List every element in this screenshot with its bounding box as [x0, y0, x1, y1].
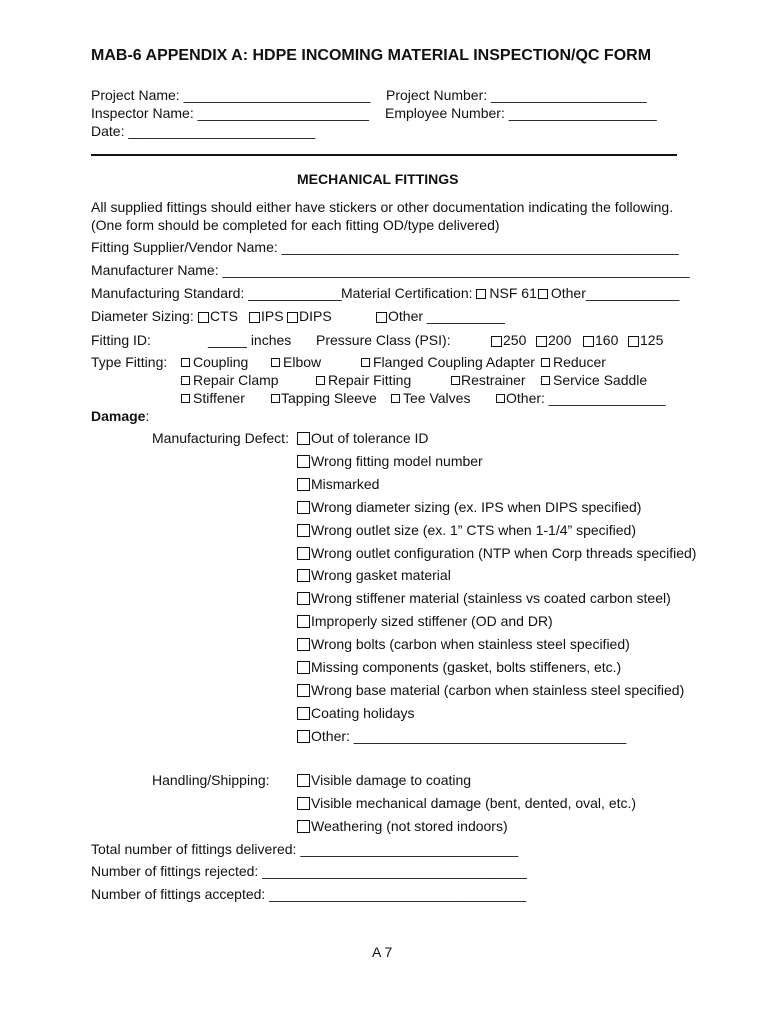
pressure-class-label: Pressure Class (PSI):: [316, 332, 451, 348]
cts-checkbox[interactable]: [198, 312, 209, 323]
mfg-defect-item[interactable]: [297, 704, 415, 722]
header-divider: [91, 154, 677, 156]
form-title: MAB-6 APPENDIX A: HDPE INCOMING MATERIAL INSPECTION/QC FORM: [91, 47, 652, 64]
mfg-defect-label: Wrong base material (carbon when stainless steel specified): [311, 681, 685, 698]
manufacturer-field[interactable]: Manufacturer Name: ____________________________________________________________: [91, 262, 690, 278]
type-flanged-option[interactable]: [361, 353, 535, 371]
mfg-defect-item[interactable]: [297, 544, 696, 562]
pressure-250-checkbox[interactable]: [491, 336, 502, 347]
intro-text-line2: (One form should be completed for each fitting OD/type delivered): [91, 217, 500, 233]
reducer-label: Reducer: [553, 354, 606, 370]
mfg-defect-checkbox[interactable]: [297, 615, 310, 628]
accepted-field[interactable]: Number of fittings accepted: _________________________________: [91, 886, 527, 902]
type-other-label[interactable]: Other: _______________: [506, 390, 666, 406]
tee-valves-label: Tee Valves: [403, 390, 471, 406]
repair-fitting-checkbox[interactable]: [316, 376, 325, 385]
mfg-defect-checkbox[interactable]: [297, 569, 310, 582]
damage-colon: :: [145, 408, 150, 424]
mfg-defect-checkbox[interactable]: [297, 501, 310, 514]
repair-fitting-label: Repair Fitting: [328, 372, 412, 388]
diameter-cts-option[interactable]: [198, 307, 238, 325]
pressure-250-label: 250: [503, 332, 527, 348]
ips-checkbox[interactable]: [249, 312, 260, 323]
cert-other-label[interactable]: Other____________: [550, 285, 680, 301]
flanged-checkbox[interactable]: [361, 358, 370, 367]
service-saddle-label: Service Saddle: [553, 372, 648, 388]
mfg-defect-item[interactable]: [297, 635, 630, 653]
mfg-defect-checkbox[interactable]: [297, 478, 310, 491]
mfg-defect-item[interactable]: [297, 498, 641, 516]
rejected-field[interactable]: Number of fittings rejected: __________________________________: [91, 863, 527, 879]
type-reducer-option[interactable]: [541, 353, 606, 371]
mfg-defect-checkbox[interactable]: [297, 661, 310, 674]
mfg-defect-label: Wrong diameter sizing (ex. IPS when DIPS specified): [311, 498, 642, 515]
handling-checkbox[interactable]: [297, 797, 310, 810]
type-tapping-sleeve-option[interactable]: [271, 389, 377, 407]
damage-heading: [91, 407, 149, 425]
project-name-field[interactable]: Project Name: ________________________: [91, 87, 371, 103]
supplier-field[interactable]: Fitting Supplier/Vendor Name: ___________________________________________________: [91, 239, 679, 255]
mfg-defect-checkbox[interactable]: [297, 707, 310, 720]
mfg-defect-checkbox[interactable]: [297, 432, 310, 445]
mfg-defect-item[interactable]: [297, 521, 636, 539]
handling-label: Weathering (not stored indoors): [311, 818, 508, 834]
elbow-label: Elbow: [283, 354, 322, 370]
mfg-defect-item[interactable]: [297, 589, 671, 607]
type-fitting-label: Type Fitting:: [91, 354, 168, 370]
tapping-sleeve-checkbox[interactable]: [271, 394, 280, 403]
handling-item[interactable]: [297, 771, 471, 789]
pressure-200-label: 200: [548, 332, 572, 348]
type-coupling-option[interactable]: [181, 353, 248, 371]
repair-clamp-label: Repair Clamp: [193, 372, 279, 388]
nsf61-label: NSF 61: [489, 285, 537, 301]
restrainer-checkbox[interactable]: [451, 376, 460, 385]
pressure-160-label: 160: [595, 332, 619, 348]
handling-label: Handling/Shipping:: [152, 772, 270, 788]
mfg-standard-field[interactable]: Manufacturing Standard: ____________: [91, 285, 342, 301]
type-other-checkbox[interactable]: [496, 394, 505, 403]
pressure-200-checkbox[interactable]: [536, 336, 547, 347]
diameter-dips-option[interactable]: [287, 307, 332, 325]
diameter-other-checkbox[interactable]: [376, 312, 387, 323]
mfg-defect-checkbox[interactable]: [297, 455, 310, 468]
handling-label: Visible damage to coating: [311, 772, 472, 788]
pressure-160-option[interactable]: [583, 331, 618, 349]
mfg-defect-item[interactable]: [297, 429, 429, 447]
nsf61-checkbox[interactable]: [476, 289, 486, 299]
employee-number-field[interactable]: Employee Number: ___________________: [385, 105, 657, 121]
flanged-label: Flanged Coupling Adapter: [373, 354, 535, 370]
diameter-other-label[interactable]: Other __________: [388, 308, 505, 324]
project-number-field[interactable]: Project Number: ____________________: [386, 87, 647, 103]
mfg-defect-item[interactable]: [297, 452, 483, 470]
cts-label: CTS: [210, 308, 238, 324]
handling-label: Visible mechanical damage (bent, dented, oval, etc.): [311, 795, 637, 811]
diameter-sizing-label: Diameter Sizing:: [91, 308, 194, 324]
mfg-defect-label: Wrong gasket material: [311, 567, 451, 584]
mfg-defect-label: Manufacturing Defect:: [152, 430, 289, 446]
inspector-name-field[interactable]: Inspector Name: ______________________: [91, 105, 369, 121]
pressure-125-checkbox[interactable]: [628, 336, 639, 347]
stiffener-checkbox[interactable]: [181, 394, 190, 403]
mfg-defect-checkbox[interactable]: [297, 730, 310, 743]
type-stiffener-option[interactable]: [181, 389, 245, 407]
total-delivered-field[interactable]: Total number of fittings delivered: ____________________________: [91, 841, 519, 857]
section-title: MECHANICAL FITTINGS: [297, 171, 459, 187]
coupling-checkbox[interactable]: [181, 358, 190, 367]
cert-other-checkbox[interactable]: [538, 289, 548, 299]
coupling-label: Coupling: [193, 354, 249, 370]
damage-label: Damage: [91, 408, 146, 424]
pressure-125-label: 125: [640, 332, 664, 348]
mfg-defect-label: Improperly sized stiffener (OD and DR): [311, 613, 553, 630]
handling-checkbox[interactable]: [297, 820, 310, 833]
reducer-checkbox[interactable]: [541, 358, 550, 367]
mfg-defect-label: Mismarked: [311, 475, 380, 492]
handling-checkbox[interactable]: [297, 774, 310, 787]
mfg-defect-checkbox[interactable]: [297, 524, 310, 537]
mfg-defect-label: Wrong outlet size (ex. 1” CTS when 1-1/4” specified): [311, 521, 636, 538]
type-other-option[interactable]: [496, 389, 666, 407]
diameter-ips-option[interactable]: [249, 307, 284, 325]
mfg-defect-label: Other: ___________________________________: [311, 727, 627, 744]
type-repair-clamp-option[interactable]: [181, 371, 279, 389]
mfg-defect-checkbox[interactable]: [297, 547, 310, 560]
fitting-id-field[interactable]: _____ inches: [208, 332, 292, 348]
type-repair-fitting-option[interactable]: [316, 371, 411, 389]
handling-item[interactable]: [297, 794, 636, 812]
mfg-defect-label: Wrong stiffener material (stainless vs coated carbon steel): [311, 590, 671, 607]
mfg-defect-item[interactable]: [297, 612, 553, 630]
mfg-defect-checkbox[interactable]: [297, 592, 310, 605]
material-cert-label: Material Certification:: [341, 285, 473, 301]
mfg-defect-item[interactable]: [297, 727, 626, 745]
page-number: A 7: [372, 944, 393, 960]
tapping-sleeve-label: Tapping Sleeve: [281, 390, 377, 406]
intro-text-line1: All supplied fittings should either have stickers or other documentation indicating the following.: [91, 199, 674, 215]
type-tee-valves-option[interactable]: [391, 389, 470, 407]
pressure-125-option[interactable]: [628, 331, 663, 349]
mfg-defect-item[interactable]: [297, 658, 621, 676]
stiffener-label: Stiffener: [193, 390, 245, 406]
mfg-defect-label: Wrong fitting model number: [311, 452, 483, 469]
mfg-defect-item[interactable]: [297, 566, 451, 584]
mfg-defect-checkbox[interactable]: [297, 684, 310, 697]
elbow-checkbox[interactable]: [271, 358, 280, 367]
dips-checkbox[interactable]: [287, 312, 298, 323]
mfg-defect-label: Wrong bolts (carbon when stainless steel specified): [311, 636, 630, 653]
fitting-id-label: Fitting ID:: [91, 332, 151, 348]
mfg-defect-checkbox[interactable]: [297, 638, 310, 651]
handling-item[interactable]: [297, 817, 508, 835]
mfg-defect-label: Missing components (gasket, bolts stiffeners, etc.): [311, 659, 622, 675]
mfg-defect-label: Coating holidays: [311, 704, 415, 721]
service-saddle-checkbox[interactable]: [541, 376, 550, 385]
type-restrainer-option[interactable]: [451, 371, 526, 389]
mfg-defect-item[interactable]: [297, 475, 379, 493]
tee-valves-checkbox[interactable]: [391, 394, 400, 403]
diameter-other-option[interactable]: [376, 307, 505, 325]
material-cert-row: [341, 284, 679, 302]
type-elbow-option[interactable]: [271, 353, 321, 371]
ips-label: IPS: [261, 308, 284, 324]
pressure-200-option[interactable]: [536, 331, 571, 349]
mfg-defect-item[interactable]: [297, 681, 684, 699]
dips-label: DIPS: [299, 308, 332, 324]
mfg-defect-label: Wrong outlet configuration (NTP when Corp threads specified): [311, 544, 697, 561]
pressure-160-checkbox[interactable]: [583, 336, 594, 347]
restrainer-label: Restrainer: [461, 372, 526, 388]
repair-clamp-checkbox[interactable]: [181, 376, 190, 385]
type-service-saddle-option[interactable]: [541, 371, 647, 389]
mfg-defect-label: Out of tolerance ID: [311, 430, 429, 446]
pressure-250-option[interactable]: [491, 331, 526, 349]
date-field[interactable]: Date: ________________________: [91, 123, 316, 139]
